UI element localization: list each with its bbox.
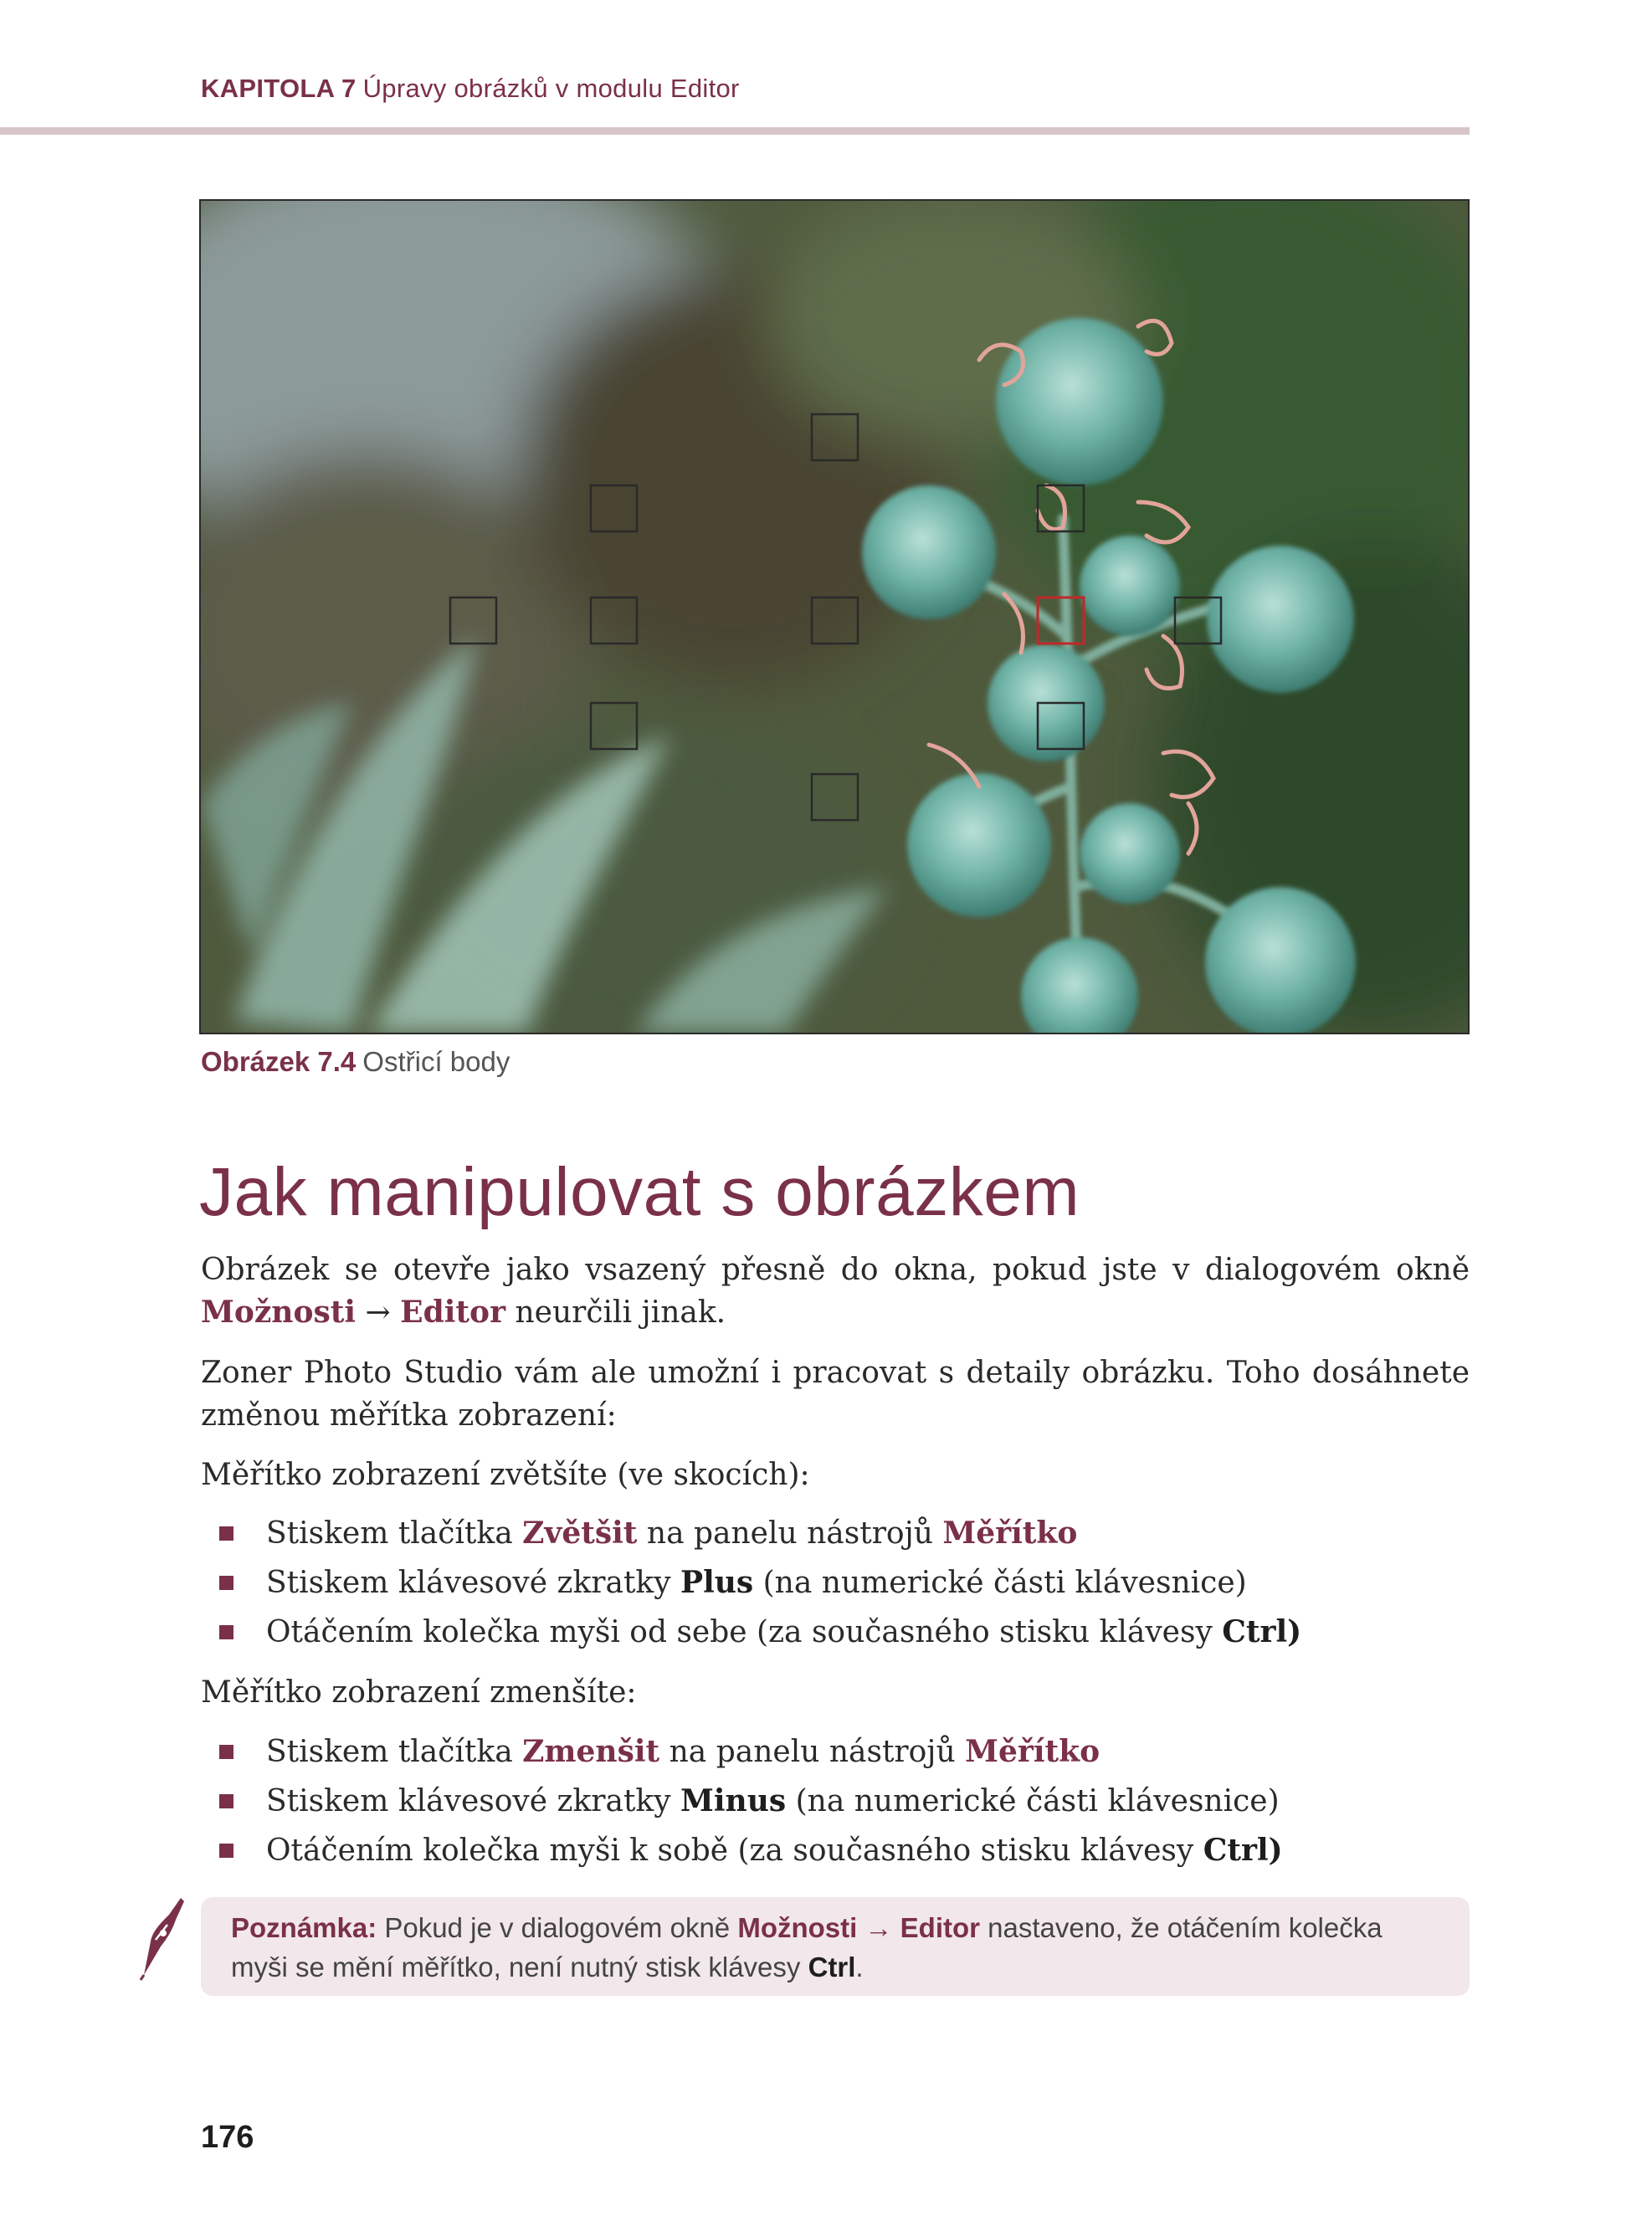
- menu-ref-moznosti: Možnosti: [737, 1912, 858, 1943]
- text-run: .: [855, 1952, 864, 1982]
- text-run: Stiskem tlačítka: [266, 1516, 523, 1551]
- arrow-icon: →: [864, 1912, 893, 1943]
- text-run: Stiskem klávesové zkratky: [266, 1784, 680, 1818]
- list-item: [201, 1777, 1470, 1826]
- zoom-out-list: [201, 1727, 1470, 1875]
- menu-ref-editor: Editor: [900, 1912, 980, 1943]
- text-run: ): [1287, 1614, 1302, 1649]
- key-ref-plus: Plus: [680, 1565, 754, 1600]
- plant-photo-with-focus-points: [201, 201, 1468, 1033]
- text-run: ): [1268, 1833, 1283, 1868]
- list-item: [201, 1727, 1470, 1777]
- page-number: 176: [201, 2120, 254, 2155]
- text-run: na panelu nástrojů: [637, 1516, 943, 1551]
- text-run: neurčili jinak.: [505, 1295, 726, 1330]
- text-run: Stiskem klávesové zkratky: [266, 1566, 680, 1600]
- text-run: Otáčením kolečka myši od sebe (za současného stisku klávesy: [266, 1615, 1223, 1649]
- paragraph-zoom-in: Měřítko zobrazení zvětšíte (ve skocích):: [201, 1458, 810, 1492]
- text-run: (na numerické části klávesnice): [753, 1566, 1247, 1600]
- list-item: [201, 1826, 1470, 1875]
- toolbar-ref-meritko: Měřítko: [965, 1734, 1100, 1769]
- paragraph-intro: [201, 1249, 1470, 1334]
- bullet-square-icon: [219, 1526, 233, 1541]
- list-item: [201, 1558, 1470, 1608]
- list-item: [201, 1509, 1470, 1558]
- note-box: [201, 1897, 1470, 1996]
- text-run: Pokud je v dialogovém okně: [377, 1912, 738, 1943]
- caption-label: Obrázek 7.4: [201, 1046, 357, 1077]
- text-run: Obrázek se otevře jako vsazený přesně do okna, pokud jste v dialogovém okně: [201, 1253, 1470, 1287]
- fountain-pen-nib-icon: [139, 1891, 187, 1982]
- text-run: (na numerické části klávesnice): [786, 1784, 1280, 1818]
- arrow-icon: →: [365, 1295, 391, 1330]
- text-run: Stiskem tlačítka: [266, 1735, 523, 1769]
- caption-text: Ostřicí body: [362, 1046, 510, 1077]
- figure-photo: [199, 199, 1470, 1034]
- figure-caption: [201, 1046, 510, 1078]
- zoom-in-list: [201, 1509, 1470, 1657]
- list-item: [201, 1608, 1470, 1657]
- toolbar-ref-meritko: Měřítko: [942, 1516, 1078, 1551]
- running-header: [201, 74, 740, 104]
- chapter-title: Úpravy obrázků v modulu Editor: [362, 74, 740, 103]
- chapter-label: KAPITOLA 7: [201, 74, 357, 103]
- key-ref-ctrl: Ctrl: [1203, 1833, 1269, 1868]
- bullet-square-icon: [219, 1745, 233, 1759]
- header-rule: [0, 127, 1470, 135]
- menu-ref-moznosti: Možnosti: [201, 1295, 357, 1330]
- text-run: na panelu nástrojů: [659, 1735, 966, 1769]
- key-ref-ctrl: Ctrl: [1222, 1614, 1288, 1649]
- key-ref-ctrl: Ctrl: [808, 1952, 856, 1982]
- section-heading: Jak manipulovat s obrázkem: [199, 1154, 1080, 1230]
- key-ref-minus: Minus: [680, 1783, 787, 1818]
- button-ref-zmensit: Zmenšit: [522, 1734, 660, 1769]
- text-run: Otáčením kolečka myši k sobě (za současného stisku klávesy: [266, 1834, 1203, 1868]
- paragraph-detail: Zoner Photo Studio vám ale umožní i pracovat s detaily obrázku. Toho dosáhnete změnou měřítka zobrazení:: [201, 1356, 1470, 1433]
- bullet-square-icon: [219, 1625, 233, 1639]
- bullet-square-icon: [219, 1576, 233, 1590]
- text-run: nastaveno, že otáčením kolečka myši se mění měřítko, není nutný stisk klávesy: [231, 1912, 1383, 1982]
- menu-ref-editor: Editor: [400, 1295, 506, 1330]
- button-ref-zvetsit: Zvětšit: [522, 1516, 638, 1551]
- bullet-square-icon: [219, 1844, 233, 1858]
- paragraph-zoom-out: Měřítko zobrazení zmenšíte:: [201, 1675, 637, 1710]
- note-label: Poznámka:: [231, 1912, 377, 1943]
- bullet-square-icon: [219, 1794, 233, 1808]
